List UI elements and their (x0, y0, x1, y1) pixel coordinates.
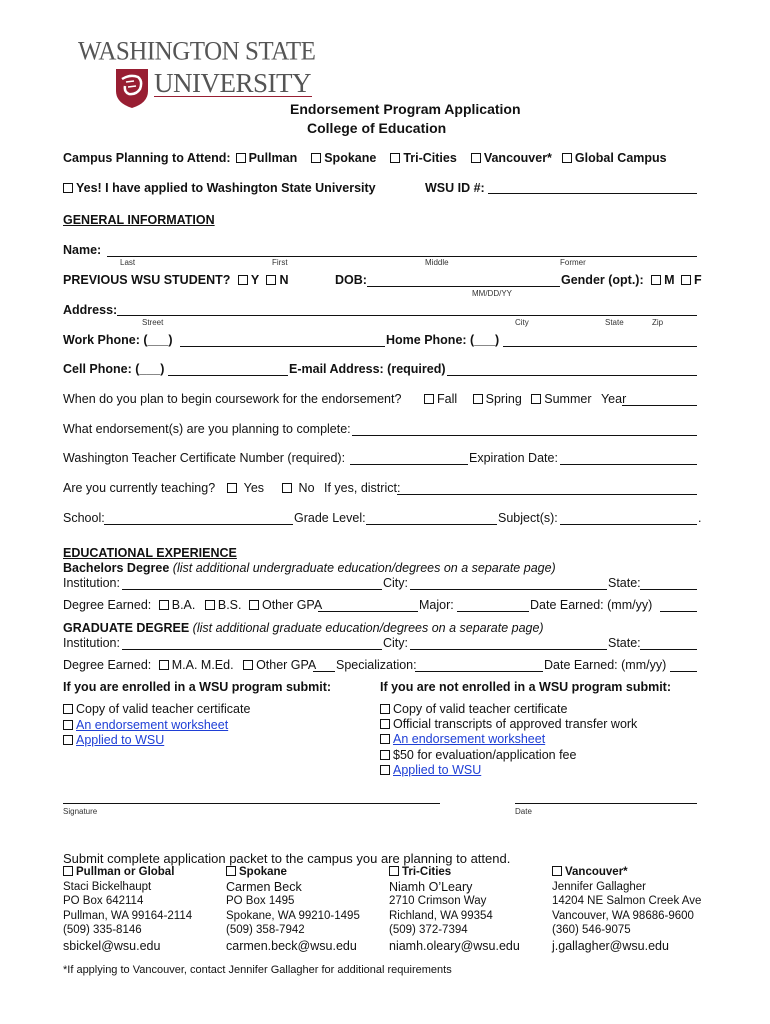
campus-option-vancouver[interactable]: Vancouver* (471, 151, 552, 165)
bachelors-state-label: State: (608, 576, 641, 590)
checkbox[interactable] (380, 734, 390, 744)
contact-city: Vancouver, WA 98686-9600 (552, 909, 694, 922)
campus-label: Campus Planning to Attend: (63, 151, 231, 165)
bachelors-institution-label: Institution: (63, 576, 120, 590)
checkbox[interactable] (205, 600, 215, 610)
address-caption-city: City (515, 318, 529, 327)
cougar-head-icon (112, 65, 152, 109)
contact-campus-name: Vancouver* (552, 865, 701, 880)
teaching-yes[interactable]: Yes (227, 481, 264, 495)
school-label: School: (63, 511, 105, 525)
checkbox-no[interactable] (266, 275, 276, 285)
graduate-heading: GRADUATE DEGREE (list additional graduate education/degrees on a separate page) (63, 621, 544, 635)
grade-field[interactable] (366, 524, 497, 525)
name-caption-last: Last (120, 258, 136, 267)
date-field[interactable] (515, 803, 697, 804)
contact-box: 2710 Crimson Way (389, 895, 487, 907)
vancouver-footnote: *If applying to Vancouver, contact Jennifer Gallagher for additional requirements (63, 964, 452, 976)
address-caption-zip: Zip (652, 318, 664, 327)
home-phone-field[interactable] (503, 346, 697, 347)
checkbox[interactable] (159, 600, 169, 610)
checkbox[interactable] (380, 719, 390, 729)
contact-person: Carmen Beck (226, 879, 302, 894)
contact-phone: (509) 372-7394 (389, 924, 468, 936)
graduate-city-label: City: (383, 636, 408, 650)
logo-line-2: UNIVERSITY (154, 68, 311, 98)
endorsement-field[interactable] (352, 435, 697, 436)
cell-phone-field[interactable] (168, 375, 288, 376)
bachelors-date-field[interactable] (660, 611, 697, 612)
work-phone-label: Work Phone: (___) (63, 333, 173, 347)
signature-caption: Signature (63, 807, 98, 816)
general-heading: GENERAL INFORMATION (63, 213, 215, 227)
education-heading: EDUCATIONAL EXPERIENCE (63, 546, 237, 560)
bachelors-city-label: City: (383, 576, 408, 590)
checkbox[interactable] (226, 866, 236, 876)
graduate-date-label: Date Earned: (mm/yy) (544, 658, 667, 672)
checkbox[interactable] (552, 866, 562, 876)
campus-option-pullman[interactable]: Pullman (236, 151, 298, 165)
bachelors-gpa-field[interactable] (318, 611, 418, 612)
major-label: Major: (419, 598, 454, 612)
endorsement-question: What endorsement(s) are you planning to complete: (63, 422, 351, 436)
term-options (424, 392, 626, 406)
name-field[interactable] (107, 256, 697, 257)
not-enrolled-item[interactable]: $50 for evaluation/application fee (380, 748, 637, 763)
term-spring[interactable]: Spring (473, 392, 522, 406)
endorsement-worksheet-link[interactable]: An endorsement worksheet (393, 732, 546, 747)
applied-to-wsu-link[interactable]: Applied to WSU (393, 762, 482, 777)
checkbox[interactable] (562, 153, 572, 163)
bachelors-state-field[interactable] (640, 589, 697, 590)
checkbox[interactable] (380, 704, 390, 714)
address-field[interactable] (117, 315, 697, 316)
graduate-state-field[interactable] (640, 649, 697, 650)
dob-label: DOB: (335, 273, 367, 287)
campus-contact-pullman (63, 865, 192, 953)
contact-email[interactable]: niamh.oleary@wsu.edu (389, 938, 520, 953)
degree-bs[interactable]: B.S. (205, 598, 242, 612)
checkbox-female[interactable] (681, 275, 691, 285)
checkbox[interactable] (390, 153, 400, 163)
address-caption-state: State (605, 318, 624, 327)
campus-contact-tri-cities (389, 865, 520, 953)
degree-grad-other[interactable]: Other GPA (243, 658, 316, 672)
contact-phone: (360) 546-9075 (552, 924, 631, 936)
page-title: Endorsement Program Application (290, 101, 521, 117)
expiration-field[interactable] (560, 464, 697, 465)
dob-caption: MM/DD/YY (472, 289, 512, 298)
not-enrolled-list (380, 702, 637, 778)
term-summer[interactable]: Summer (531, 392, 591, 406)
graduate-institution-field[interactable] (122, 649, 382, 650)
not-enrolled-item[interactable]: Copy of valid teacher certificate (380, 702, 637, 717)
checkbox[interactable] (282, 483, 292, 493)
campus-option-tri-cities[interactable]: Tri-Cities (390, 151, 457, 165)
subjects-field[interactable] (560, 524, 697, 525)
work-phone-field[interactable] (180, 346, 385, 347)
checkbox[interactable] (249, 600, 259, 610)
contact-email[interactable]: carmen.beck@wsu.edu (226, 938, 357, 953)
previous-student-row: PREVIOUS WSU STUDENT? Y N (63, 273, 289, 287)
campus-option-spokane[interactable]: Spokane (311, 151, 376, 165)
not-enrolled-item[interactable] (380, 732, 637, 747)
bachelors-date-label: Date Earned: (mm/yy) (530, 598, 653, 612)
bachelors-degree-row: Degree Earned: B.A. B.S. Other GPA (63, 598, 323, 612)
specialization-field[interactable] (415, 671, 543, 672)
district-label: If yes, district: (324, 481, 401, 495)
campus-option-global[interactable]: Global Campus (562, 151, 667, 165)
enrolled-heading: If you are enrolled in a WSU program submit: (63, 680, 332, 694)
checkbox[interactable] (380, 765, 390, 775)
contact-person: Niamh O’Leary (389, 879, 473, 894)
teaching-no[interactable]: No (282, 481, 315, 495)
contact-box: PO Box 1495 (226, 895, 295, 907)
expiration-label: Expiration Date: (469, 451, 558, 465)
bachelors-institution-field[interactable] (122, 589, 382, 590)
contact-city: Pullman, WA 99164-2114 (63, 909, 193, 922)
begin-question: When do you plan to begin coursework for the endorsement? (63, 392, 402, 406)
enrolled-list (63, 702, 250, 749)
bachelors-city-field[interactable] (410, 589, 607, 590)
graduate-institution-label: Institution: (63, 636, 120, 650)
applied-checkbox-row[interactable]: Yes! I have applied to Washington State University (63, 181, 376, 195)
address-caption-street: Street (142, 318, 164, 327)
checkbox[interactable] (471, 153, 481, 163)
checkbox[interactable] (63, 704, 73, 714)
date-caption: Date (515, 807, 532, 816)
applied-to-wsu-link[interactable]: Applied to WSU (76, 733, 165, 747)
checkbox[interactable] (424, 394, 434, 404)
contact-box: 14204 NE Salmon Creek Ave (552, 895, 702, 907)
grade-label: Grade Level: (294, 511, 366, 525)
name-caption-first: First (272, 258, 288, 267)
checkbox[interactable] (159, 660, 169, 670)
dob-field[interactable] (367, 286, 560, 287)
checkbox[interactable] (243, 660, 253, 670)
wsu-logo (78, 38, 318, 113)
checkbox[interactable] (63, 183, 73, 193)
submit-intro: Submit complete application packet to the campus you are planning to attend. (63, 851, 511, 866)
not-enrolled-item[interactable]: Official transcripts of approved transfer work (380, 717, 637, 732)
checkbox-male[interactable] (651, 275, 661, 285)
checkbox[interactable] (531, 394, 541, 404)
home-phone-label: Home Phone: (___) (386, 333, 500, 347)
contact-email[interactable]: sbickel@wsu.edu (63, 938, 161, 953)
contact-email[interactable]: j.gallagher@wsu.edu (552, 938, 669, 953)
not-enrolled-heading: If you are not enrolled in a WSU program submit: (380, 680, 671, 694)
graduate-degree-row: Degree Earned: M.A. M.Ed. Other GPA (63, 658, 317, 672)
district-field[interactable] (397, 494, 697, 495)
bachelors-heading: Bachelors Degree (list additional undergraduate education/degrees on a separate page) (63, 561, 556, 575)
degree-ba[interactable]: B.A. (159, 598, 196, 612)
campus-contact-spokane (226, 865, 360, 953)
page-subtitle: College of Education (307, 120, 447, 136)
name-caption-middle: Middle (425, 258, 449, 267)
enrolled-item[interactable] (63, 718, 250, 734)
checkbox[interactable] (63, 735, 73, 745)
contact-box: PO Box 642114 (63, 895, 144, 907)
wsu-id-field[interactable] (488, 193, 697, 194)
contact-person: Jennifer Gallagher (552, 880, 646, 893)
graduate-state-label: State: (608, 636, 641, 650)
address-label: Address: (63, 303, 118, 317)
subjects-label: Subject(s): (498, 511, 558, 525)
contact-phone: (509) 358-7942 (226, 924, 305, 936)
major-field[interactable] (457, 611, 529, 612)
email-label: E-mail Address: (required) (289, 362, 446, 376)
graduate-gpa-field[interactable] (313, 671, 335, 672)
gender-row: Gender (opt.): M F (561, 273, 702, 287)
term-fall[interactable]: Fall (424, 392, 457, 406)
logo-rule (154, 96, 312, 97)
wsu-id-label: WSU ID #: (425, 181, 485, 195)
campus-contact-vancouver (552, 865, 701, 953)
checkbox[interactable] (227, 483, 237, 493)
year-label: Year (600, 392, 627, 406)
contact-campus-name: Spokane (226, 865, 360, 880)
year-field[interactable] (622, 405, 697, 406)
checkbox[interactable] (380, 750, 390, 760)
graduate-date-field[interactable] (670, 671, 697, 672)
endorsement-worksheet-link[interactable]: An endorsement worksheet (76, 717, 229, 732)
campus-row (63, 151, 667, 165)
contact-person: Staci Bickelhaupt (63, 880, 152, 893)
name-caption-former: Former (560, 258, 586, 267)
checkbox[interactable] (389, 866, 399, 876)
checkbox-yes[interactable] (238, 275, 248, 285)
checkbox[interactable] (236, 153, 246, 163)
enrolled-item[interactable] (63, 733, 250, 749)
checkbox[interactable] (63, 720, 73, 730)
contact-phone: (509) 335-8146 (63, 924, 142, 936)
specialization-label: Specialization: (336, 658, 417, 672)
contact-city: Richland, WA 99354 (389, 909, 493, 922)
enrolled-item[interactable]: Copy of valid teacher certificate (63, 702, 250, 718)
degree-other[interactable]: Other GPA (249, 598, 322, 612)
name-label: Name: (63, 243, 102, 257)
checkbox[interactable] (473, 394, 483, 404)
signature-field[interactable] (63, 803, 440, 804)
contact-campus-name: Tri-Cities (389, 865, 520, 880)
school-field[interactable] (104, 524, 293, 525)
checkbox[interactable] (311, 153, 321, 163)
certificate-field[interactable] (350, 464, 468, 465)
cell-phone-label: Cell Phone: (___) (63, 362, 165, 376)
degree-ma-med[interactable]: M.A. M.Ed. (159, 658, 234, 672)
certificate-label: Washington Teacher Certificate Number (required): (63, 451, 346, 465)
graduate-city-field[interactable] (410, 649, 607, 650)
contact-city: Spokane, WA 99210-1495 (226, 909, 360, 922)
not-enrolled-item[interactable] (380, 763, 637, 778)
subjects-period: . (698, 511, 702, 525)
contact-campus-name: Pullman or Global (63, 865, 192, 880)
logo-line-1: WASHINGTON STATE (78, 37, 316, 66)
email-field[interactable] (447, 375, 697, 376)
checkbox[interactable] (63, 866, 73, 876)
teaching-row: Are you currently teaching? Yes No If yes, district: (63, 481, 401, 495)
